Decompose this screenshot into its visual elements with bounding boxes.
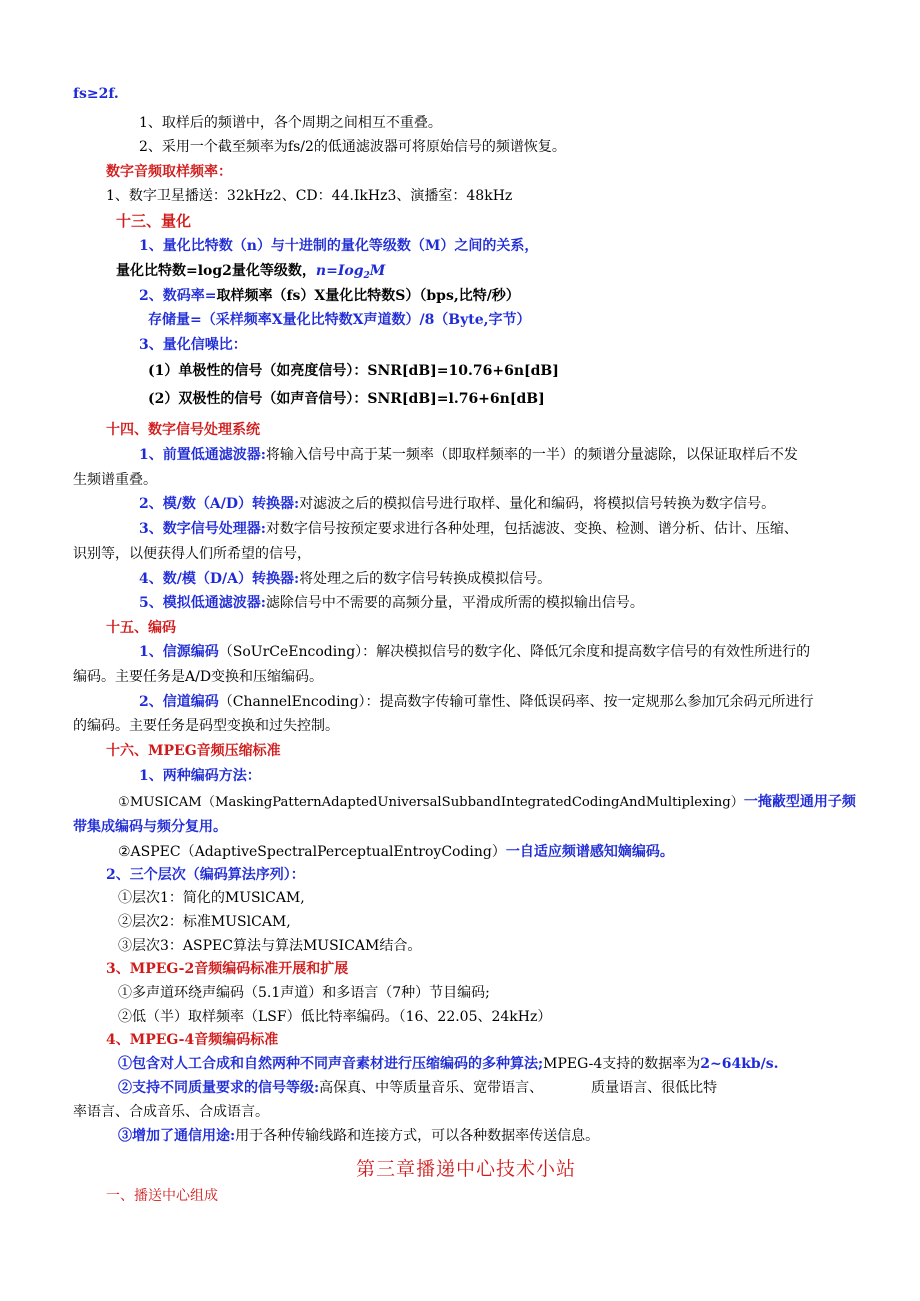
formula-line <box>139 287 520 305</box>
paragraph-line <box>139 643 810 661</box>
term: 1、前置低通滤波器: <box>139 447 266 463</box>
text: (2）双极性的信号（如声音信号）：SNR[dB]=l.76+6n[dB] <box>148 391 545 407</box>
text: 3、MPEG-2音频编码标准开展和扩展 <box>106 961 349 977</box>
section-heading <box>106 742 281 760</box>
paragraph-line <box>118 1079 717 1097</box>
text: 十四、数字信号处理系统 <box>106 422 260 438</box>
text: 3、量化信噪比： <box>139 337 247 353</box>
text: ②ASPEC（AdaptiveSpectralPerceptualEntroyCoding） <box>118 844 506 860</box>
text: ②层次2：标准MUSlCAM, <box>118 914 291 930</box>
text: 一、播送中心组成 <box>106 1188 218 1204</box>
paragraph-line <box>73 668 323 686</box>
text: 对数字信号按预定要求进行各种处理，包括滤波、变换、检测、谱分析、估计、压缩、 <box>265 521 798 537</box>
text: 第三章播递中心技术小站 <box>356 1158 577 1180</box>
text: 1、数字卫星播送：32kHz2、CD：44.IkHz3、演播室：48kHz <box>106 188 513 204</box>
paragraph-line <box>73 717 339 735</box>
text: 将处理之后的数字信号转换成模拟信号。 <box>299 571 552 587</box>
text: 2、采用一个截至频率为fs/2的低通滤波器可将原始信号的频谱恢复。 <box>139 139 566 155</box>
paragraph-line <box>118 1055 779 1073</box>
paragraph-line <box>118 793 856 812</box>
list-item <box>139 138 566 156</box>
text: 1、取样后的频谱中，各个周期之间相互不重叠。 <box>139 115 442 131</box>
paragraph-line <box>139 693 814 711</box>
subheading <box>106 1031 278 1049</box>
text: 质量语言、很低比特 <box>591 1080 718 1096</box>
text: 1、两种编码方法： <box>139 768 261 784</box>
text: 的编码。主要任务是码型变换和过失控制。 <box>73 718 339 734</box>
text: MPEG-4支持的数据率为 <box>543 1056 701 1072</box>
text: 带集成编码与频分复用。 <box>73 819 227 835</box>
paragraph-line <box>139 594 644 612</box>
paragraph-line <box>139 446 798 464</box>
paragraph-line <box>73 471 157 489</box>
paragraph-line <box>73 545 311 563</box>
subheading <box>106 960 348 978</box>
section-heading <box>116 212 191 230</box>
text: ③层次3：ASPEC算法与算法MUSICAM结合。 <box>118 938 422 954</box>
formula-line <box>73 85 119 103</box>
text: ①多声道环绕声编码（5.1声道）和多语言（7种）节目编码; <box>118 985 490 1001</box>
text: 取样频率（fs）X量化比特数S）（bps,比特/秒） <box>216 288 520 304</box>
text: 4、MPEG-4音频编码标准 <box>106 1032 279 1048</box>
text: 识别等，以便获得人们所希望的信号， <box>73 546 311 562</box>
term: 5、模拟低通滤波器: <box>139 595 266 611</box>
text: 数字音频取样频率： <box>106 164 232 180</box>
term: 4、数/模（D/A）转换器: <box>139 571 300 587</box>
text: 用于各种传输线路和连接方式，可以各种数据率传送信息。 <box>235 1128 600 1144</box>
list-item <box>139 237 538 255</box>
text: 2、数码率= <box>139 288 217 304</box>
term: 3、数字信号处理器: <box>139 521 266 537</box>
section-heading <box>106 421 260 439</box>
text: 量化比特数=log2量化等级数， <box>116 263 316 279</box>
term: ①包含对人工合成和自然两种不同声音素材进行压缩编码的多种算法; <box>118 1056 544 1072</box>
term: 1、信源编码 <box>139 644 219 660</box>
text: 十五、编码 <box>106 620 176 636</box>
term: 一掩蔽型通用子频 <box>743 794 856 810</box>
text: 十三、量化 <box>116 212 192 230</box>
subheading <box>106 163 232 181</box>
paragraph-line <box>139 520 798 538</box>
paragraph-line <box>73 1103 269 1121</box>
paragraph-line <box>73 818 227 836</box>
text: 高保真、中等质量音乐、宽带语言、 <box>319 1080 544 1096</box>
term: 2、信道编码 <box>139 694 219 710</box>
term: ②支持不同质量要求的信号等级: <box>118 1080 320 1096</box>
formula-text: n=Iog <box>315 263 364 279</box>
list-item <box>106 187 512 205</box>
text: （ChannelEncoding）：提高数字传输可靠性、降低误码率、按一定规那么参加冗余码元所进行 <box>218 694 814 710</box>
text: 生频谱重叠。 <box>73 472 157 488</box>
text: 滤除信号中不需要的高频分量，平滑成所需的模拟输出信号。 <box>265 595 644 611</box>
list-item <box>139 767 261 785</box>
term: 2、模/数（A/D）转换器: <box>139 496 300 512</box>
list-item <box>118 984 490 1002</box>
section-heading <box>106 1187 218 1205</box>
term: 2~64kb∕s. <box>700 1056 779 1072</box>
formula-line <box>116 262 385 285</box>
list-item <box>118 889 305 907</box>
text: （SoUrCeEncoding）：解决模拟信号的数字化、降低冗余度和提高数字信号的有效性所进行的 <box>218 644 811 660</box>
formula-line <box>148 311 531 329</box>
list-item <box>139 336 247 354</box>
text: (1）单极性的信号（如亮度信号）：SNR[dB]=10.76+6n[dB] <box>148 363 559 379</box>
list-item <box>118 1008 551 1026</box>
paragraph-line <box>118 1127 599 1145</box>
paragraph-line <box>139 495 775 513</box>
formula-line <box>148 362 559 380</box>
list-item <box>118 913 291 931</box>
term: ③增加了通信用途: <box>118 1128 236 1144</box>
list-item <box>106 866 305 884</box>
text: ①MUSICAM（MaskingPatternAdaptedUniversalSubbandIntegratedCodingAndMultiplexing） <box>118 795 744 810</box>
text: 存储量=（采样频率X量化比特数X声道数）/8（Byte,字节） <box>148 312 531 328</box>
text: ①层次1：简化的MUSlCAM, <box>118 890 305 906</box>
formula-subscript: 2 <box>363 271 370 281</box>
term: 一自适应频谱感知嫡编码。 <box>505 844 674 860</box>
text: 对滤波之后的模拟信号进行取样、量化和编码，将模拟信号转换为数字信号。 <box>299 496 776 512</box>
text: 将输入信号中高于某一频率（即取样频率的一半）的频谱分量滤除，以保证取样后不发 <box>265 447 798 463</box>
text: fs≥2f. <box>73 86 119 102</box>
formula-text: M <box>369 263 386 279</box>
text: 2、三个层次（编码算法序列）： <box>106 867 305 883</box>
text: 1、量化比特数（n）与十进制的量化等级数（M）之间的关系， <box>139 238 539 254</box>
paragraph-line <box>139 570 551 588</box>
text: 率语言、合成音乐、合成语言。 <box>73 1104 269 1120</box>
paragraph-line <box>118 843 674 861</box>
text: 十六、MPEG音频压缩标准 <box>106 743 281 759</box>
list-item <box>118 937 421 955</box>
text: ②低（半）取样频率（LSF）低比特率编码。（16、22.05、24kHz） <box>118 1009 552 1025</box>
formula-line <box>148 390 545 408</box>
section-heading <box>106 619 176 637</box>
chapter-title <box>356 1157 576 1181</box>
list-item <box>139 114 442 132</box>
text: 编码。主要任务是A/D变换和压缩编码。 <box>73 669 324 685</box>
